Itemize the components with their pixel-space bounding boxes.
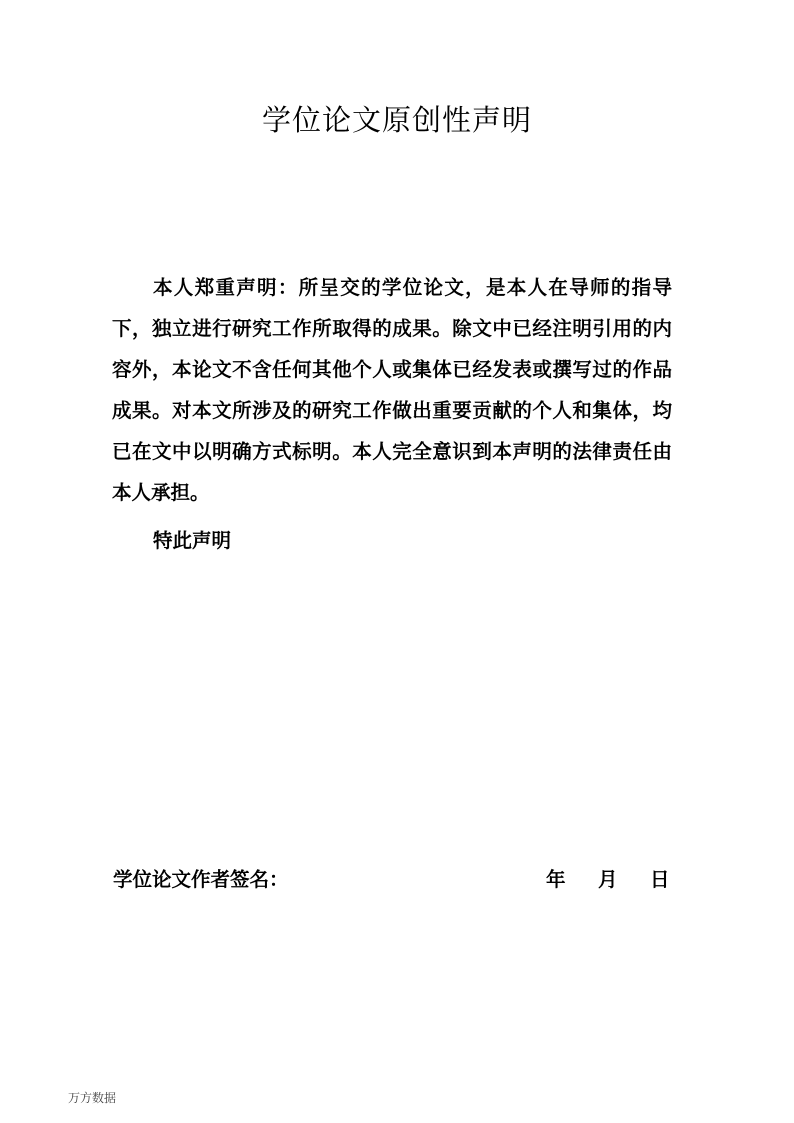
page-title: 学位论文原创性声明	[261, 103, 532, 137]
watermark: 万方数据	[68, 1091, 117, 1105]
special-statement: 特此声明	[153, 529, 232, 552]
date-month-label: 月	[598, 868, 618, 891]
author-signature-label: 学位论文作者签名：	[113, 868, 289, 891]
date-year-label: 年	[546, 868, 566, 891]
date-day-label: 日	[650, 868, 670, 891]
declaration-paragraph: 本人郑重声明：所呈交的学位论文，是本人在导师的指导下，独立进行研究工作所取得的成果。除文中已经注明引用的内容外，本论文不含任何其他个人或集体已经发表或撰写过的作品成果。对本文所涉及的研究工作做出重要贡献的个人和集体，均已在文中以明确方式标明。本人完全意识到本声明的法律责任由本人承担。	[112, 276, 672, 504]
